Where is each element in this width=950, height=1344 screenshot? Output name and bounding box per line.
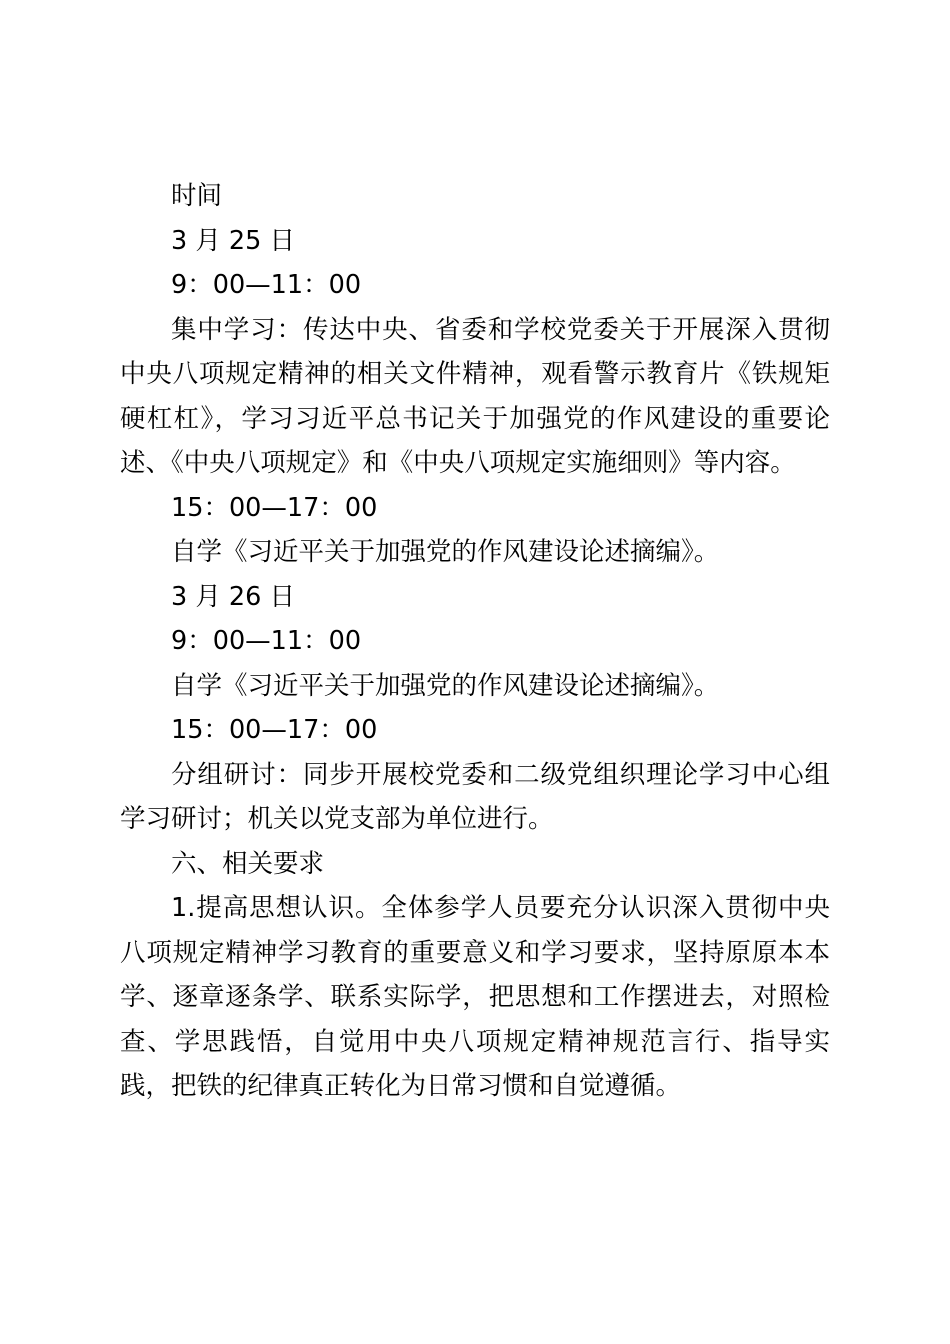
time-slot-afternoon-26: 15：00—17：00 [171, 715, 378, 745]
document-page [120, 174, 830, 1109]
activity-self-study-25: 自学《习近平关于加强党的作风建设论述摘编》。 [171, 537, 720, 567]
date-march-26: 3 月 26 日 [171, 581, 295, 612]
time-slot-morning-25: 9：00—11：00 [171, 270, 362, 300]
time-slot-afternoon-25: 15：00—17：00 [171, 492, 378, 523]
heading-time: 时间 [171, 181, 223, 211]
date-march-25: 3 月 25 日 [171, 225, 295, 256]
requirement-item-1: 1.提高思想认识。全体参学人员要充分认识深入贯彻中央八项规定精神学习教育的重要意义和学习要求，坚持原原本本学、逐章逐条学、联系实际学，把思想和工作摆进去，对照检查、学思践悟，自觉用中央八项规定精神规范言行、指导实践，把铁的纪律真正转化为日常习惯和自觉遵循。 [120, 893, 830, 1101]
time-slot-morning-26: 9：00—11：00 [171, 626, 362, 656]
activity-group-study: 集中学习：传达中央、省委和学校党委关于开展深入贯彻中央八项规定精神的相关文件精神，观看警示教育片《铁规矩硬杠杠》，学习习近平总书记关于加强党的作风建设的重要论述、《中央八项规定》和《中央八项规定实施细则》等内容。 [120, 314, 830, 478]
activity-self-study-26: 自学《习近平关于加强党的作风建设论述摘编》。 [171, 670, 720, 701]
activity-group-discussion: 分组研讨：同步开展校党委和二级党组织理论学习中心组学习研讨；机关以党支部为单位进行。 [120, 759, 830, 834]
section-heading-requirements: 六、相关要求 [171, 848, 325, 879]
